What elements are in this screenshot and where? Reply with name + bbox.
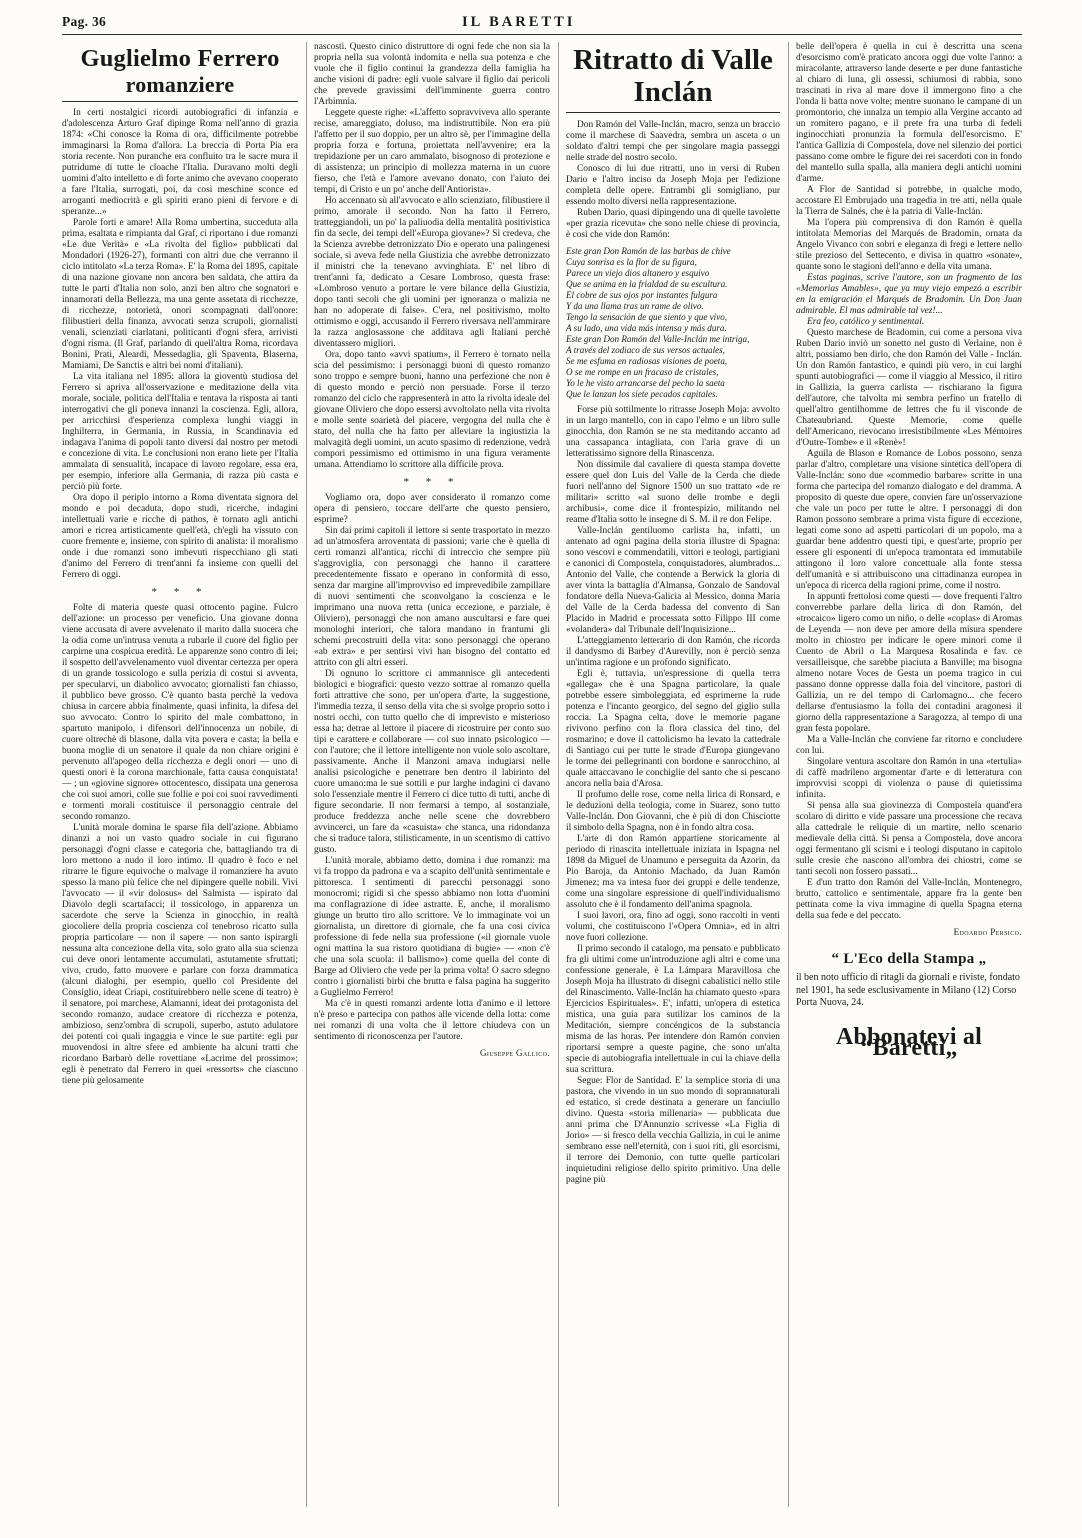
paragraph: Conosco di lui due ritratti, uno in versi di Ruben Dario e l'altro inciso da Joseph Moja per l'edizione completa delle opere. Entrambi gli somigliano, pur essendo molto diversi nella rappresentazione.: [566, 164, 780, 207]
paragraph: Ora dopo il periplo intorno a Roma diventata signora del mondo e poi decaduta, dopo studi, ricerche, indagini intellettuali varie e ricche di pathos, è tornato agli antichi amori e ricrea artisticamente quell'età, ch'egli ha vissuto con cuore fremente e, insieme, con spirito di analista: il moralismo onde i due romanzi sono imbevuti rispecchiano gli stati d'animo del Ferrero di trent'anni fa insieme con quelli del Ferrero di oggi.: [62, 493, 298, 580]
paragraph: Valle-Inclán gentiluomo carlista ha, infatti, un antenato ad ogni pagina della storia illustre di Spagna: sono vescovi e commendatili, vittori e teologi, partigiani e canonici di Compostela, conquistadores, alumbrados... Antonio del Valle, che contende a Berwick la gloria di aver vinta la battaglia d'Almansa, Gonzalo de Sandoval fondatore della Nueva-Galicia al Messico, donna Maria del Valle de la Cerda badessa del convento di San Placido in Madrid e processata sotto Filippo III come «volandera» dal Tribunale dell'Inquisizione...: [566, 526, 780, 635]
verse-line: Este gran Don Ramón de las barbas de chive: [566, 246, 731, 256]
paragraph: Non dissimile dal cavaliere di questa stampa dovette essere quel don Luis del Valle de la Cerda che diede fuori nell'anno del Signore 1500 un suo trattato «de re militari» scritto «al suono delle trombe e degli archibusi», come dice il frontespizio, militando nel reame d'Italia sotto le insegne di S. M. il re don Felipe.: [566, 460, 780, 525]
paragraph: nascosti. Questo cinico distruttore di ogni fede che non sia la propria nella sua volontà indomita e nella sua potenza e che vuole che il figlio continui la grandezza della famiglia ha anche visioni di padre: egli vuole salvare il figlio dai pericoli che prevede gravissimi dell'imminente guerra contro l'Arbimnia.: [314, 42, 550, 107]
paragraph: Il profumo delle rose, come nella lirica di Ronsard, e le deduzioni della teologia, come in Suarez, sono tutto Valle-Inclán. Don Giovanni, che è più di don Chisciotte il simbolo della Spagna, non è in fondo altra cosa.: [566, 790, 780, 833]
verse-line: Y da una llama tras un rame de olivo.: [566, 301, 704, 311]
column-1: [62, 42, 298, 1087]
verse-line: Que le lanzan los siete pecados capitales.: [566, 389, 718, 399]
paragraph: In appunti frettolosi come questi — dove frequenti l'altro converrebbe parlare della lirica di don Ramón, del «trocaico» ligero como un niño, o delle «coplas» di Aromas de Leyenda — non deve per amore della misura spendere molto in chiostro per indicare le opere minori come il Cuento de Abril o La Marquesa Rosalinda e fav. ce versailleisque, che sarebbe piaciuta a Banville; ma bisogna almeno notare Voces de Gesta un poema tragico in cui passano donne oppresse dalla foia del vincitore, pastori di Gallizia, un re del tempo di Carlomagno... che fecero dellarse d'entusiasmo la folla dei contadini aragonesi il giorno della rappresentazione a Saragozza, al tempo di una gran festa popolare.: [796, 592, 1022, 734]
paragraph: belle dell'opera è quella in cui è descritta una scena d'esorcismo com'è praticato ancora oggi due volte l'anno: a miracolante, attraverso lande deserte e per dune fantastiche al chiaro di luna, gli ossessi, schiumosi di rabbia, sono trascinati in riva al mare dove il immergono fino a che l'onda li batta nove volte; mentre suonano le campane di un promontorio, che innalza un tempio alla Vergine accanto ad un romitero pagano, e il prete fra una turba di fedeli inginocchiati pronunzia la formula dell'esorcismo. E' l'antica Gallizia di Compostela, dove nel silenzio dei portici passano come ombre le figure dei rei sacerdoti con in fondo del mantello sulla spalla, alla maniera degli antichi uomini d'arme.: [796, 42, 1022, 184]
section-separator-stars: * * *: [403, 476, 461, 488]
verse-line: A su lado, una vida más intensa y más dura.: [566, 323, 727, 333]
article1-headline-line2: romanziere: [125, 72, 235, 97]
paragraph: E d'un tratto don Ramón del Valle-Inclán, Montenegro, brutto, cattolico e sentimentale, appare fra la gente ben pettinata come la viva immagine di quella Spagna eterna della sua fede e del peccato.: [796, 878, 1022, 921]
article2-headline-rule: [566, 112, 780, 113]
paragraph: Singolare ventura ascoltare don Ramón in una «tertulia» di caffè madrileno argomentar d'arte e di letteratura con improvvisi scoppi di violenza o pause di quietissima infinita.: [796, 757, 1022, 800]
article1-headline-line1: Guglielmo Ferrero: [80, 45, 280, 72]
paragraph: Sin dai primi capitoli il lettore si sente trasportato in mezzo ad un'atmosfera arroventata di passioni; varie che è quella di certi romanzi all'antica, ricchi di intreccio che sempre più s'aggroviglia, con personaggi che hanno il carattere precedentemente fissato e operano in conformità di esso, senza dar margine all'improvviso ed imprevedibile zampillare di nuovi sentimenti che sconvolgano la coscienza e le imprimano una nuova retta (unica eccezione, e parziale, è Oliviero), personaggi che non amano auscultarsi e fare quei monologhi interiori, che talora mandano in frantumi gli schemi precostruiti della vita: sono personaggi che operano «ab extra» e per sentirsi vivi han bisogno del contatto ed attrito con gli altri esseri.: [314, 526, 550, 668]
masthead-rule: [62, 34, 1022, 35]
paragraph: I suoi lavori, ora, fino ad oggi, sono raccolti in venti volumi, che costituiscono l'«Opera Omnia», ed in altri nove fuori collezione.: [566, 911, 780, 943]
paragraph: A Flor de Santidad si potrebbe, in qualche modo, accostare El Embrujado una tragedia in tre atti, nella quale la Tierra de Salnés, che è la patria di Valle-Inclán.: [796, 185, 1022, 217]
column-divider-1: [306, 42, 307, 1507]
paragraph: L'arte di don Ramón appartiene storicamente al periodo di rinascita intellettuale iniziata in Ispagna nel 1898 da Miguel de Unamuno e perseguita da Azorin, da Pio Baroja, da Antonio Machado, da Juan Ramón Jimenez; ma va intesa fuor dei gruppi e delle tendenze, come una singolare espressione di quell'individualismo assoluto che è il fondamento dell'anima spagnola.: [566, 834, 780, 910]
paragraph: In certi nostalgici ricordi autobiografici di infanzia e d'adolescenza Arturo Graf dipinge Roma nell'anno di grazia 1874: «Chi conosce la Roma di ora, difficilmente potrebbe immaginarsi la Roma d'allora. La breccia di Porta Pia era storia recente. Non puranche era confluito tra le sacre mura il putridume di tutte le cloache l'Italia. Duravano molti degli uomini d'alto intelletto e di forte animo che avevano cooperato a fare l'Italia, surrogati, poi, da così meschine sconce ed arroganti mediocrità e gli spiriti erano pieni di fervore e di speranze...»: [62, 108, 298, 217]
paragraph: Segue: Flor de Santidad. E' la semplice storia di una pastora, che vivendo in un suo mondo di soprannaturali ed estatico, si crede destinata a generare un fanciullo divino. Questa «storia millenaria» — pubblicata due anni prima che D'Annunzio scrivesse «La Figlia di Jorio» — si fresco della vecchia Gallizia, in cui le anime sembrano esse nell'eternità, con i suoi riti, gli esorcismi, il terrore dei Demonio, con tutte quelle particolari inquietudini religiose dello spirito primitivo. Una delle pagine più: [566, 1076, 780, 1185]
paragraph: Folte di materia queste quasi ottocento pagine. Fulcro dell'azione: un processo per veneficio. Una giovane donna viene accusata di avere avvelenato il marito dalla suocera che la odia come un'intrusa venuta a rubarle il cuore del figlio per carpirne una cospicua eredità. Le apparenze sono contro di lei; il sospetto dell'avvelenamento vuol diventar certezza per opera di un grande tossicologo e sulla perizia di costui si avventa, per specularvi, un diabolico avvocato; giornalisti fan chiasso, il pubblico beve grosso. C'è quanto basta perchè la vedova chiusa in carcere abbia finalmente, quasi infinita, la difesa del suo avvocato. Contro lo spirito del male combattono, in spartuto manipolo, i difensori dell'innocenza un nobile, di cuore oltrechè di blasone, dalla vita povera e casta; la bella e buona moglie di un senatore il quale da non chiare origini è pervenuto all'apogeo della ricchezza e degli onori — uno di questi onori è la corona marchionale, fatta causa conquistata! — ; un «giovine signore» ottocentesco, dissipata una generosa che coi suoi amori, colle sue follie e poi coi suoi ravvedimenti e tormenti morali costituisce il personaggio centrale del secondo romanzo.: [62, 603, 298, 822]
verse-line: Parece un viejo dios altanero y esquivo: [566, 268, 710, 278]
paragraph: Ruben Dario, quasi dipingendo una di quelle tavolette «per grazia ricevuta» che sono nelle chiese di provincia, è così che vide don Ramón:: [566, 208, 780, 240]
masthead: [62, 14, 1022, 30]
verse-block-ruben-dario: [566, 246, 780, 400]
paragraph: Don Ramón del Valle-Inclán, macro, senza un braccio come il marchese di Saavedra, sembra un asceta o un soldato d'altri tempi che per singolare magia passeggi nelle strade del nostro secolo.: [566, 120, 780, 163]
paragraph: Forse più sottilmente lo ritrasse Joseph Moja: avvolto in un largo mantello, con in capo l'elmo e un libro sulle ginocchia, don Ramón se ne sta meditando accanto ad una cassapanca intagliata, con l'aria grave di un letteratissimo signore della Rinascenza.: [566, 405, 780, 459]
verse-line: Que se anima en la frialdad de su escultura.: [566, 279, 728, 289]
column-4: [796, 42, 1022, 1061]
paragraph: La vita italiana nel 1895: allora la gioventù studiosa del Ferrero si apriva all'osservazione e meditazione della vita morale, sociale, politica dell'Italia e tentava la risposta ai tanti interrogativi che gli poneva innanzi la coscienza. Egli, allora, per arricchirsi d'esperienza complexa lunghi viaggi in Inghilterra, in Germania, in Russia, in Scandinavia ed indagava l'anima di popoli tanto diversi dal nostro per metodi e concezione di vita. Le conclusioni non erano liete per l'Italia ammalata di sensualità, incapace di lavoro regolare, essa era, per esempio, inferiore alla Germania, di razza più casta e perciò più forte.: [62, 372, 298, 492]
verse-line: Se me esfuma en radiosas visiones de poeta,: [566, 356, 728, 366]
paragraph: Di ognuno lo scrittore ci ammannisce gli antecedenti biologici e biografici: questo vezzo sottrae al romanzo quella forti attrattive che sono, per un'opera d'arte, la suggestione, l'immedia tezza, il senso della vita che si svolge proprio sotto i nostri occhi, con tutto quello che di imprevisto e misterioso essa ha; detrae al lettore il piacere di ricostruire per conto suo tipi e carattere e collaborare — col suo innato psicologico — con l'autore; che il lettore intelligente non vuole solo ascoltare, passivamente. Anche il Manzoni amava indugiarsi nelle analisi psicologiche e penetrare ben dentro il labirinto del cuore umano:ma le sue sottili e pur larghe indagini ci davano solo l'essenziale mentre il Ferrero ci dice tutto di tutti, anche di figure secondarie. Il non fermarsi a tempo, al sostanziale, produce freddezza anche nelle scene che dovrebbero avvincerci, un fare da «casuista» che stanca, una ridondanza che si traduce talora, stilisticamente, in un scentismo di cattivo gusto.: [314, 669, 550, 855]
paragraph: Questo marchese de Bradomin, cui come a persona viva Ruben Dario inviò un sonetto nel gusto di Verlaine, non è altri, possiamo ben dirlo, che don Ramón del Valle - Inclán. Un don Ramón fantastico, e quindi più vero, in cui larghi spunti autobiografici — come il viaggio al Messico, il ritiro in Gallizia, la guerra carlista — rischiarano la figura dell'autore, che talvolta mi sembra perfino un fratello di quell'altro gentilhomme de lettres che fu il visconde de Chateaubriand. Queste Memorie, come quelle dell'Americano, rievocano irresistibilmente «Les Mémoires d'Outre-Tombe» e il «Renè»!: [796, 328, 1022, 448]
article1-signature: Giuseppe Gallico.: [480, 1048, 550, 1058]
paragraph: Ho accennato sù all'avvocato e allo scienziato, filibustiere il primo, amorale il secondo. Non ha fatto il Ferrero, tratteggiandoli, un po' la paliuodia della mentalità positivistica fin da secle, dei tempi dell'«Europa giovane»? Sì credeva, che la Scienza avrebbe detronizzato Dio e operato una palingenesi sociale, si aveva fede nella Giustizia che avrebbe detronizzato il ministri che la tenevano avvinghiata. E' nel libro di trent'anni fa, dedicato a Cesare Lombroso, questa frase: «Lombroso venuto a portare le vere bilance della Giustizia, dopo tanti secoli che gli uomini per ignoranza o malizia ne han no adoperate di false». C'era, nel positivismo, molto ottimismo e oggi, accusando il Ferrero riversava nell'ammirare la razza anglosassone che additava agli Italiani perchè diventassero migliori.: [314, 196, 550, 349]
publication-title: IL BARETTI: [462, 14, 576, 30]
subscribe-banner: Abbonatevi al “Baretti„: [836, 1023, 982, 1061]
verse-line: O se me rompe en un fracaso de cristales,: [566, 367, 719, 377]
verse-line: Tengo la sensación de que siento y que vivo,: [566, 312, 728, 322]
verse-line: A través del zodiaco de sus versos actuales,: [566, 345, 725, 355]
column-container: [62, 42, 1022, 1522]
page-number: Pag. 36: [62, 14, 107, 29]
paragraph: Ma c'è in questi romanzi ardente lotta d'animo e il lettore n'è preso e partecipa con pathos alle vicende della lotta: come nei romanzi di una volta che il lettore chiudeva con un sentimento di riconoscenza per l'autore.: [314, 999, 550, 1042]
paragraph: Aguila de Blason e Romance de Lobos possono, senza parlar d'altro, completare una visione sintetica dell'opera di Valle-Inclán: sono due «commedio barbare» scritte in una forma che partecipa del romanzo dialogato e del dramma. A proposito di queste due opere, convien fare un'osservazione che vale un poco per tutte le altre. I personaggi di don Ramon possono sembrare a prima vista figure di eccezione, legati come sono ad aspetti particolari di un popolo, ma a guardar bene addentro questi tipi, e quest'arte, proprio per essere gli esponenti di un'epoca tramontata ed immutabile attingono il loro valore concettuale alla fonte stessa dell'umanità e si attribuiscono una cittadinanza europea in un'epoca di ricerca della ragioni prime, come il nostro.: [796, 449, 1022, 591]
paragraph: Vogliamo ora, dopo aver considerato il romanzo come opera di pensiero, toccare dell'arte che questo pensiero, esprime?: [314, 493, 550, 525]
verse-line: Yo le he visto arrancarse del pecho la saeta: [566, 378, 725, 388]
paragraph: L'unità morale domina le sparse fila dell'azione. Abbiamo dinanzi a noi un vasto quadro sociale in cui figurano personaggi d'ogni classe e categoria che, battagliando tra di loro mettono a nudo il loro intimo. Il quadro è foco e nel ritrarre le figure equivoche o malvage il romanziere ha avuto spesso la mano più felice che nel dipingere quelle nobili. Vivi l'avvocato — il «vir dolosus» del Salmista — ispirato dal Diavolo degli scartafacci; il tossicologo, in apparenza un sacerdote che serve la Scienza in ginocchio, in realtà giocoliere della propria coscienza col tenebroso ricatto sulla propria particolare — non il sapere — non santo ispirargli nessuna alta concezione della vita, solo grato alla sua scienza cui deve onori lentamente accumulati, astutamente sfruttati; vivo, crudo, fatto muovere e parlare con forza drammatica (alcuni dialoghi, per esempio, quello col Presidente del Consiglio, ideat Criapi, costituirebbero nelle scene di teatro) è il senatore, poi marchese, Alamanni, ideat dei protagonista del secondo romanzo, audace creatore di ricchezza e potenza, ambizioso, senz'ombra di scrupoli, superbo, astuto adulatore dei potenti coi quali ingaggia e vince le sue partite: egli pur muovendosi in altre sfere ed ambiente ha alcuni tratti che ricordano Barbarò delle rovettiane «Lacrime del prossimo»; egli è penetrato dal Ferrero in quei «ressorts» che ciascuno tiene più gelosamente: [62, 823, 298, 1086]
paragraph-italic: Estas paginas, scrive l'autore, son un fragmento de las «Memorias Amables», que ya muy viejo empezó a escribir en la emigración el Marqués de Bradomin. Un Don Juan admirable. El mas admirable tal vez!...: [796, 273, 1022, 316]
paragraph: Ma l'opera più comprensiva di don Ramón è quella intitolata Memorias del Marqués de Bradomin, ornata da Angelo Vivanco con sobri e eleganza di fregi e lettere nello stile prezioso del Settecento, e divisa in quattro «sonate», quante sono le stagioni dell'anno e della vita umana.: [796, 218, 1022, 272]
verse-line: Este gran Don Ramón del Valle-Inclán me intriga,: [566, 334, 750, 344]
section-separator-stars: * * *: [151, 586, 209, 598]
article2-headline: Ritratto di Valle Inclán: [573, 44, 773, 108]
column-3: [566, 42, 780, 1186]
paragraph: Egli è, tuttavia, un'espressione di quella terra «gallega» che è una Spagna particolare, la quale potrebbe essere simboleggiata, ed esprimerne la rude potenza e l'incanto georgico, del segno del giglio sulla roccia. La Spagna celta, dove le memorie pagane rivivono perfino con la flora classica del tino, del rosmarino; e dove il cattolicismo ha levato la cattedrale di Santiago cui per tutte le strade d'Europa giungevano le torme dei pellegrinanti con bordone e sanrocchino, al quale attaccavano le conchiglie del santo che si pescano ancora nella baia d'Arosa.: [566, 669, 780, 789]
paragraph: L'atteggiamento letterario di don Ramón, che ricorda il dandysmo di Barbey d'Aurevilly, non è perciò senza un'intima ragione e un profondo significato.: [566, 636, 780, 668]
column-divider-3: [788, 42, 789, 1507]
paragraph: Leggete queste righe: «L'affetto sopravviveva allo sperante recise, amareggiato, doluso, ma indistruttibile. Non era più l'affetto per il suo doppio, per un altro sè, per l'immagine della propria forza e fortuna, proiettata nell'avvenire; era la trepidazione per un caro ammalato, bisognoso di protezione e di assistenza; un principio di mollezza materna in un cuore fierso, che l'età e l'amore avevano donato, con l'aiuto dei tempi, di Cristo e un po' anche dell'Antiorista».: [314, 108, 550, 195]
paragraph: Parole forti e amare! Alla Roma umbertina, succeduta alla prima, esaltata e rimpianta dal Graf, ci riportano i due romanzi «Le due Verità» e «La rivolta del figlio» pubblicati dal Mondadori (1926-27), formanti con altri due che verranno il ciclo intitolato «La terza Roma». E' la Roma del 1895, capitale di una nazione giovane non ancora ben saldata, che attira da tutte le parti d'Italia non solo, anzi ben altro che sognatori e innamorati della Bellezza, ma una gente assetata di ricchezze, di ricchezze, notorietà, onori scompagnati dall'onore: filibustieri della finanza, avvocati senza scrupoli, giornalisti venali, scienziati ciarlatani, politicanti d'ogni sfera, arrivisti d'ogni risma. (Il Graf, parlando di quell'altra Roma, ricordava Bonini, Prati, Aleardi, Messedaglia, gli Spaventa, Blaserna, Mamiami, De Sanctis e altri bei nomi d'italiani).: [62, 218, 298, 371]
paragraph-italic: Era feo, católico y sentimental.: [807, 317, 925, 327]
verse-line: El cobre de sus ojos por instantes fulgura: [566, 290, 718, 300]
eco-ad-body: il ben noto ufficio di ritagli da giornali e riviste, fondato nel 1901, ha sede esclusivamente in Milano (12) Corso Porta Nuova, 24.: [796, 972, 1020, 1008]
article1-headline-rule: [62, 101, 298, 102]
article1-headline: [62, 46, 298, 98]
eco-ad-title: “ L'Eco della Stampa „: [831, 951, 987, 967]
paragraph: Il primo secondo il catalogo, ma pensato e pubblicato fra gli ultimi come un'introduzione agli altri e come una confessione generale, è La Lámpara Maravillosa che Joseph Moja ha illustrato di disegni cabalistici nello stile del Rinascimento. Valle-Inclán ha chiamato questo «para Ejercicios Espirituales». E', infatti, un'opera di estetica mistica, una guía para sutilizar los caminos de la Meditación, siempre concéngicos de la substancia misma de las horas. Per intendere don Ramón convien riportarsi sempre a queste pagine, che sono un'alta specie di autobiografia intellettuale in cui la chiave della sua scrittura.: [566, 944, 780, 1075]
eco-della-stampa-ad: [796, 951, 1022, 1010]
article2-signature: Edoardo Persico.: [953, 927, 1022, 937]
verse-line: Cuya sonrisa es la flor de su figura,: [566, 257, 697, 267]
paragraph: L'unità morale, abbiamo detto, domina i due romanzi: ma vi fa troppo da padrona e va a scapito dell'unità sentimentale e pittoresca. I sentimenti di parecchi personaggi sono monocromi; rigidi sì che spesso abbiamo non lotta d'uomini ma conflagrazione di idee astratte. E, anche, il moralismo giunge un brutto tiro allo scrittore. Ve lo immaginate voi un giornalista, un direttore di giornale, che fa una cosi civica professione di fede nella sua professione («il giornale vuole ogni mattina la sua ristoro quotidiana di bugie» — «non c'è che una sola scuola: il ballismo») come quella del conte di Barge ad Oliviero che vede per la prima volta! O sacro sdegno contro i giornalisti birbi che brutta e falsa pagina ha suggerito a Guglielmo Ferrero!: [314, 856, 550, 998]
paragraph: Si pensa alla sua giovinezza di Compostela quand'era scolaro di diritto e vide passare una processione che recava alla cattedrale le reliquie di un martire, nello scenario medievale della città. Si pensa a Compostela, dove ancora oggi fermentano gli scismi e i teologi disputano in capitolo sulle cresie che nascono all'ombra dei chiostri, come se tanti secoli non fossero passati...: [796, 801, 1022, 877]
column-divider-2: [558, 42, 559, 1507]
paragraph: Ma a Valle-Inclán che conviene far ritorno e concludere con lui.: [796, 735, 1022, 756]
column-2: [314, 42, 550, 1059]
paragraph: Ora, dopo tanto «avvi spatium», il Ferrero è tornato nella scia del pessimismo: i personaggi buoni di questo romanzo sono troppo e sempre buoni, hanno una perfezione che non è di questo mondo e perciò non persuade. Forse il terzo romanzo del ciclo che rappresenterà in atto la rivolta ideale del giovane Oliviero che dopo essersi avvoltolato nella vita rivolta e molle sente soarietà del piacere, vergogna del nulla che è stato, del nulla che ha fatto per alleviare la ingiustizia la malvagità degli uomini, un acuto spasimo di redenzione, vedrà compori pessimismo ed ottimismo in una figura veramente umana. Attendiamo lo scrittore alla difficile prova.: [314, 350, 550, 470]
